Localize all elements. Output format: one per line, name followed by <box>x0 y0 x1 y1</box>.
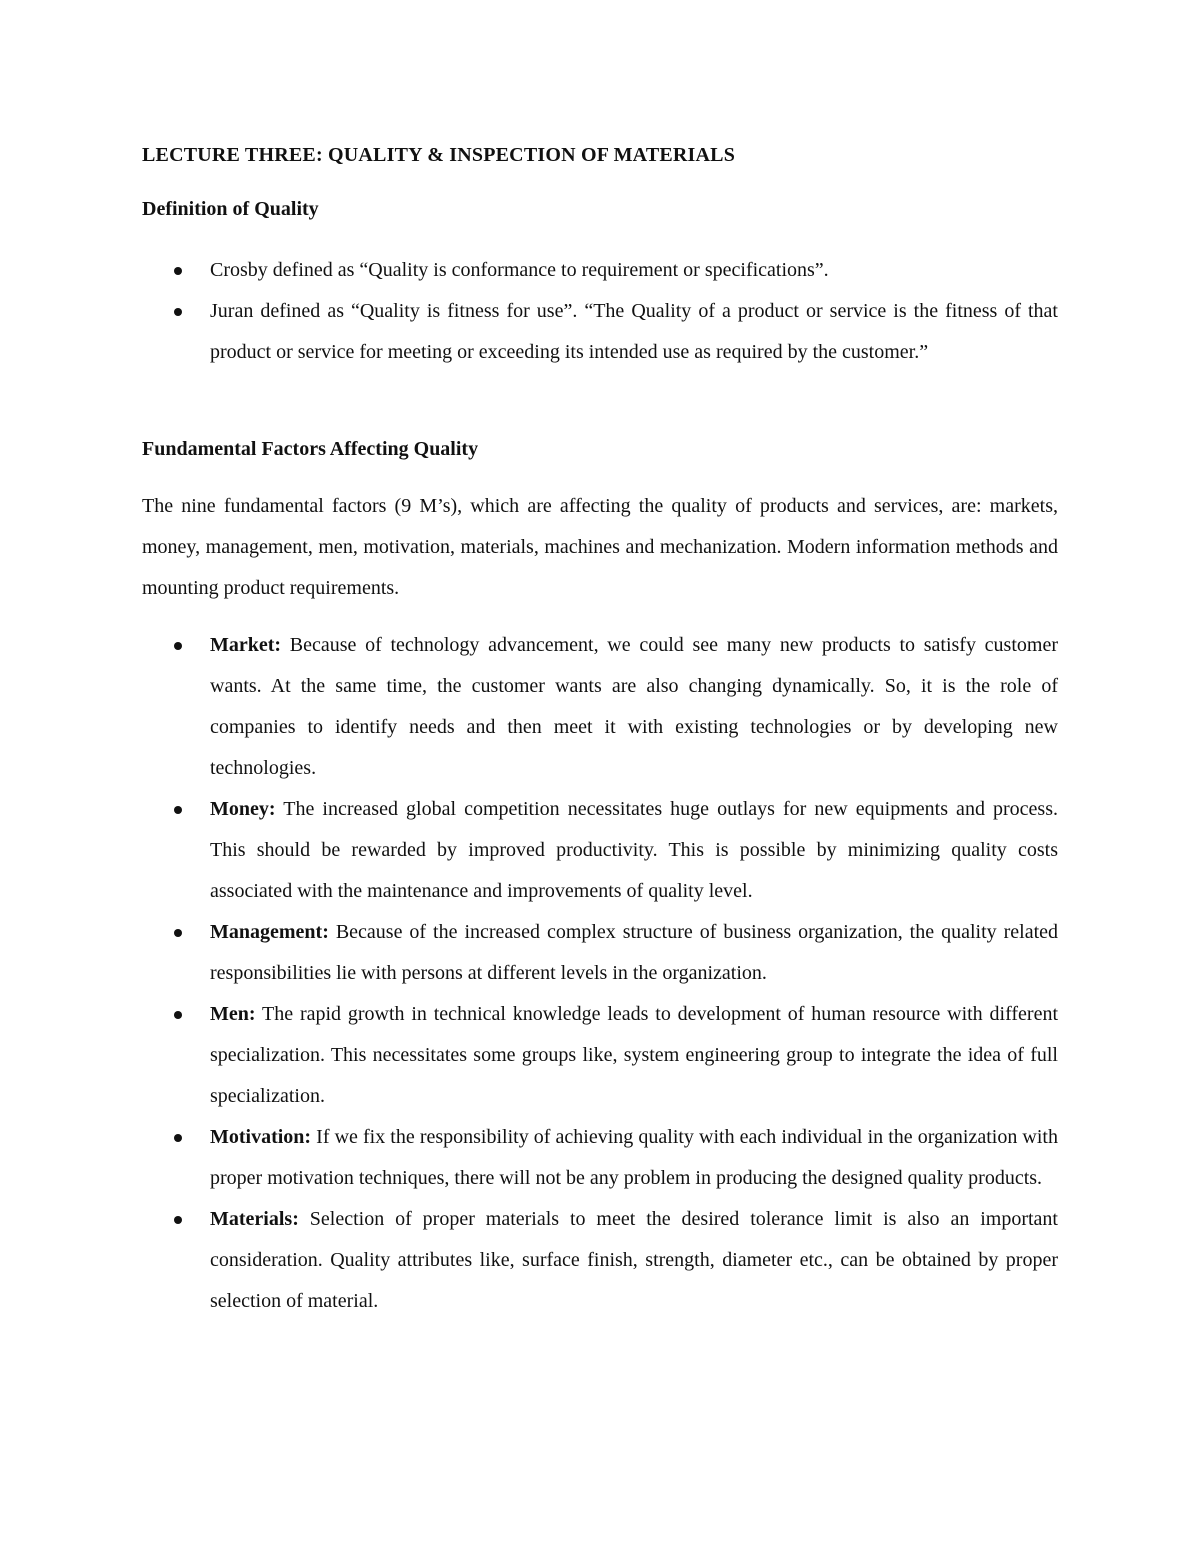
factor-description: If we fix the responsibility of achieving quality with each individual in the organization with proper motivation techniques, there will not be any problem in producing the designed quality products. <box>210 1126 1058 1189</box>
bullet-icon <box>174 806 182 814</box>
list-item-text: Juran defined as “Quality is fitness for use”. “The Quality of a product or service is the fitness of that product or service for meeting or exceeding its intended use as required by the customer.” <box>210 300 1058 363</box>
factor-description: The rapid growth in technical knowledge leads to development of human resource with different specialization. This necessitates some groups like, system engineering group to integrate the idea of full specialization. <box>210 1003 1058 1107</box>
factor-term: Money: <box>210 798 276 820</box>
bullet-icon <box>174 929 182 937</box>
bullet-icon <box>174 1216 182 1224</box>
factor-description: Selection of proper materials to meet the desired tolerance limit is also an important consideration. Quality attributes like, surface finish, strength, diameter etc., can be obtained by proper selection of material. <box>210 1208 1058 1312</box>
section-heading-factors: Fundamental Factors Affecting Quality <box>142 438 479 460</box>
section-heading-definition: Definition of Quality <box>142 198 319 220</box>
list-item <box>170 1199 1058 1322</box>
factor-term: Motivation: <box>210 1126 312 1148</box>
definition-list <box>170 250 1058 373</box>
page-title: LECTURE THREE: QUALITY & INSPECTION OF MATERIALS <box>142 144 736 166</box>
list-item <box>170 1117 1058 1199</box>
factor-description: Because of the increased complex structure of business organization, the quality related responsibilities lie with persons at different levels in the organization. <box>210 921 1058 984</box>
list-item <box>170 994 1058 1117</box>
factors-intro-paragraph: The nine fundamental factors (9 M’s), which are affecting the quality of products and services, are: markets, money, management, men, motivation, materials, machines and mechanization. Modern information methods and mounting product requirements. <box>142 495 1058 599</box>
list-item <box>170 250 1058 291</box>
bullet-icon <box>174 1134 182 1142</box>
list-item <box>170 912 1058 994</box>
list-item <box>170 789 1058 912</box>
factor-description: The increased global competition necessitates huge outlays for new equipments and process. This should be rewarded by improved productivity. This is possible by minimizing quality costs associated with the maintenance and improvements of quality level. <box>210 798 1058 902</box>
bullet-icon <box>174 267 182 275</box>
factors-list <box>170 625 1058 1322</box>
factor-term: Men: <box>210 1003 256 1025</box>
bullet-icon <box>174 1011 182 1019</box>
factor-term: Materials: <box>210 1208 299 1230</box>
factor-term: Market: <box>210 634 282 656</box>
bullet-icon <box>174 308 182 316</box>
factor-description: Because of technology advancement, we could see many new products to satisfy customer wants. At the same time, the customer wants are also changing dynamically. So, it is the role of companies to identify needs and then meet it with existing technologies or by developing new technologies. <box>210 634 1058 779</box>
list-item-text: Crosby defined as “Quality is conformance to requirement or specifications”. <box>210 259 829 281</box>
list-item <box>170 291 1058 373</box>
bullet-icon <box>174 642 182 650</box>
factor-term: Management: <box>210 921 329 943</box>
list-item <box>170 625 1058 789</box>
